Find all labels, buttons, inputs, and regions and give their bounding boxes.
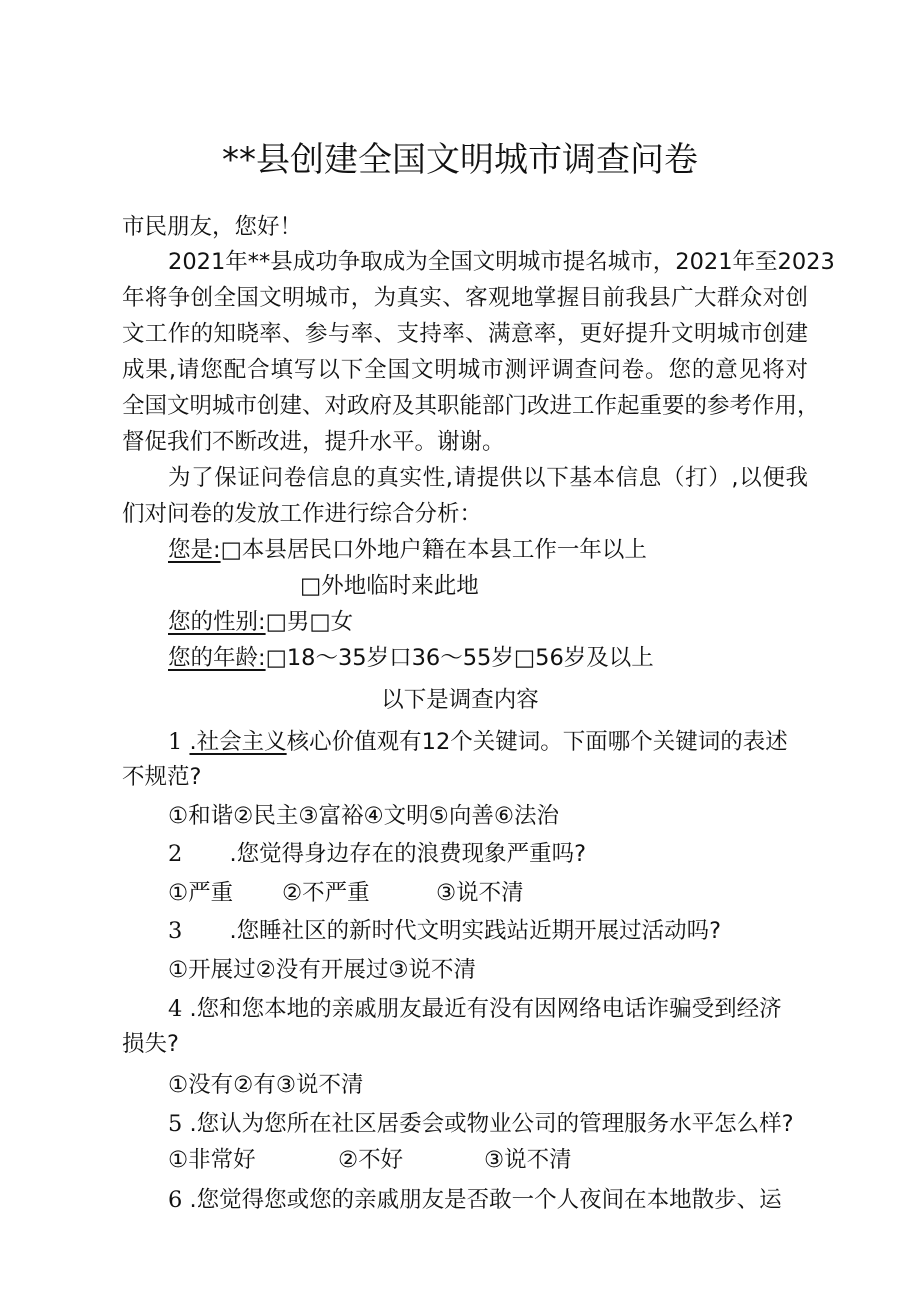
question-5-option-1[interactable]: ①非常好 — [168, 1147, 256, 1173]
section-heading: 以下是调查内容 — [381, 687, 539, 713]
question-4 — [168, 994, 782, 1024]
question-5-option-2[interactable]: ②不好 — [338, 1147, 404, 1173]
intro-line-2: 年将争创全国文明城市，为真实、客观地掌握目前我县广大群众对创 — [122, 285, 808, 311]
question-4-line-2: 损失? — [122, 1031, 179, 1057]
question-2-option-2[interactable]: ②不严重 — [282, 880, 370, 906]
page-title: **县创建全国文明城市调查问卷 — [222, 140, 698, 180]
question-4-options[interactable]: ①没有②有③说不清 — [168, 1072, 364, 1098]
info-line-2: 们对问卷的发放工作进行综合分析： — [122, 501, 483, 527]
question-2-option-1[interactable]: ①严重 — [168, 880, 234, 906]
question-6-text: .您觉得您或您的亲戚朋友是否敢一个人夜间在本地散步、运 — [189, 1187, 782, 1213]
question-2-text: .您觉得身边存在的浪费现象严重吗? — [229, 841, 587, 867]
question-4-text: .您和您本地的亲戚朋友最近有没有因网络电话诈骗受到经济 — [189, 996, 782, 1022]
question-6-number: 6 — [168, 1187, 183, 1213]
question-1-text: 核心价值观有12个关键词。下面哪个关键词的表述 — [286, 729, 788, 755]
question-1-line-2: 不规范? — [122, 764, 202, 790]
identity-option-local[interactable]: □本县居民口外地户籍在本县工作一年以上 — [220, 537, 647, 563]
gender-label: 您的性别: — [168, 609, 266, 635]
question-1-number: 1 — [168, 729, 183, 755]
question-2 — [168, 839, 586, 869]
question-5 — [168, 1109, 794, 1139]
info-line-1: 为了保证问卷信息的真实性,请提供以下基本信息（打）,以便我 — [168, 465, 808, 491]
question-2-option-3[interactable]: ③说不清 — [436, 880, 524, 906]
question-1 — [168, 727, 788, 757]
identity-row — [168, 535, 647, 565]
identity-option-temporary[interactable]: □外地临时来此地 — [300, 573, 479, 599]
question-5-text: .您认为您所在社区居委会或物业公司的管理服务水平怎么样? — [189, 1111, 794, 1137]
question-5-number: 5 — [168, 1111, 183, 1137]
age-label: 您的年龄: — [168, 645, 266, 671]
question-4-number: 4 — [168, 996, 183, 1022]
question-1-underlined: .社会主义 — [189, 729, 287, 755]
question-2-number: 2 — [168, 841, 183, 867]
intro-line-3: 文工作的知晓率、参与率、支持率、满意率，更好提升文明城市创建 — [122, 321, 808, 347]
intro-line-5: 全国文明城市创建、对政府及其职能部门改进工作起重要的参考作用， — [122, 393, 820, 419]
question-6 — [168, 1185, 782, 1215]
gender-options[interactable]: □男□女 — [265, 609, 354, 635]
identity-label: 您是: — [168, 537, 221, 563]
intro-line-1: 2021年**县成功争取成为全国文明城市提名城市，2021年至2023 — [168, 249, 835, 275]
age-options[interactable]: □18～35岁口36～55岁□56岁及以上 — [265, 645, 654, 671]
question-3 — [168, 916, 721, 946]
gender-row — [168, 607, 353, 637]
question-3-text: .您睡社区的新时代文明实践站近期开展过活动吗? — [229, 918, 722, 944]
intro-line-4: 成果,请您配合填写以下全国文明城市测评调查问卷。您的意见将对 — [122, 357, 808, 383]
question-3-number: 3 — [168, 918, 183, 944]
greeting: 市民朋友，您好！ — [122, 214, 303, 240]
question-1-options[interactable]: ①和谐②民主③富裕④文明⑤向善⑥法治 — [168, 803, 560, 829]
question-5-option-3[interactable]: ③说不清 — [484, 1147, 572, 1173]
intro-line-6: 督促我们不断改进，提升水平。谢谢。 — [122, 429, 505, 455]
age-row — [168, 643, 654, 673]
question-3-options[interactable]: ①开展过②没有开展过③说不清 — [168, 957, 477, 983]
